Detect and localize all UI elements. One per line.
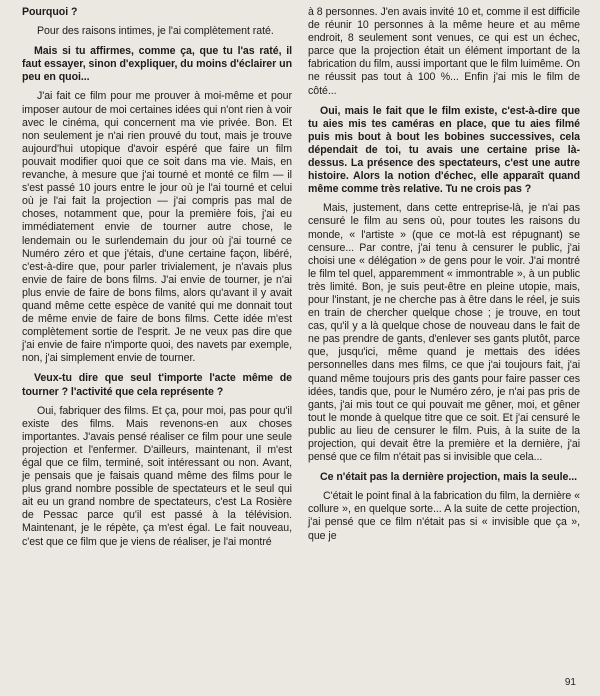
- answer-paragraph: J'ai fait ce film pour me prouver à moi-même et pour imposer autour de moi certaines idées qui n'ont rien à voir avec le cinéma, qui concernent ma vie privée. Bon. Et non seulement je n'ai rien prouvé du tout, mais je trouve aujourd'hui utopique d'avoir espéré que faire un film pouvait modifier quoi que ce soit dans ma vie. Mais, en revanche, à mesure que j'ai tourné et monté ce film — il s'est passé 10 jours entre le jour où je l'ai tourné et celui où je l'ai fait la projection — j'ai compris pas mal de choses, notamment que, pour la première fois, j'ai eu immédiatement envie de tourner autre chose, le lendemain ou le surlendemain du jour où j'ai tourné ce Numéro zéro et que j'étais, d'une certaine façon, libéré, c'est-à-dire que, pour parler trivialement, je n'avais plus envie de faire de bons films. J'ai envie de tourner, je n'ai plus envie de faire de bons films, alors qu'avant il y avait quand même cette espèce de vanité qui me donnait tout de même envie de faire de bons films. Cette idée m'est complètement sortie de l'esprit. Je ne veux pas dire que j'ai envie de faire n'importe quoi, des navets par exemple, non, j'ai simplement envie de tourner.: [22, 90, 292, 365]
- answer-paragraph: Mais, justement, dans cette entreprise-là, je n'ai pas censuré le film au sens où, pour toutes les raisons du monde, « l'artiste » (que ce mot-là est répugnant) se censure... Par contre, j'ai tenu à censurer le public, j'ai choisi une « délégation » de gens pour le voir. J'ai montré le film tel quel, apparemment « immontrable », à un public très limité. Bon, je suis peut-être en pleine utopie, mais, pour l'instant, je ne cherche pas à être dans le réel, je suis en train de chercher quelque chose ; je trouve, en tout cas, qu'il y a là quelque chose de nouveau dans le fait de ne pas prendre de gants, d'enlever ses gants plutôt, parce que, jusqu'ici, même quand je mettais des idées personnelles dans mes films, ce que j'ai toujours fait, j'ai quand même toujours pris des gants pour faire passer ces idées, tandis que, pour le Numéro zéro, je n'ai pas pris de gants, j'ai mis tout ce qui pouvait me gêner, moi, et gêner tout le monde à quelque titre que ce soit. Et j'ai censuré le public au lieu de censurer le film. Puis, à la suite de la projection, qui devait être la première et la dernière, j'ai pensé que ce film n'était pas si invisible que cela...: [308, 202, 580, 464]
- interview-question: Ce n'était pas la dernière projection, mais la seule...: [320, 471, 578, 484]
- interview-question: Veux-tu dire que seul t'importe l'acte même de tourner ? l'activité que cela représente ?: [22, 372, 292, 398]
- page-number: 91: [564, 677, 576, 688]
- question-heading: Pourquoi ?: [22, 6, 78, 18]
- answer-paragraph: C'était le point final à la fabrication du film, la dernière « collure », en quelque sorte... A la suite de cette projection, j'ai pensé que ce film n'était pas si « invisible que ça », que je: [308, 490, 580, 542]
- answer-paragraph-continued: à 8 personnes. J'en avais invité 10 et, comme il est difficile de réunir 10 personnes à la même heure et au même endroit, 8 seulement sont venues, ce qui est un échec, parce que la projection était un élément important de la fabrication du film, aussi important que le film luimême. On ne réussit pas tout à 100 %... Enfin j'ai mis le film de côté...: [308, 6, 580, 97]
- left-column: [22, 6, 292, 553]
- answer-paragraph: Oui, fabriquer des films. Et ça, pour moi, pas pour qu'il existe des films. Mais revenons-en aux choses importantes. J'avais pensé réaliser ce film pour une seule projection et l'enfermer. D'ailleurs, maintenant, il m'est égal que ce film, terminé, soit intéressant ou non. Avant, je pensais que je faisais quand même des films pour le plus grand nombre possible de spectateurs et le seul qui ait eu un grand nombre de spectateurs, c'est La Rosière de Pessac parce qu'il est passé à la télévision. Maintenant, je le répète, ça m'est égal. Le fait nouveau, c'est que ce film que je viens de réaliser, je l'ai montré: [22, 404, 292, 548]
- right-column: [308, 6, 580, 547]
- answer-paragraph: Pour des raisons intimes, je l'ai complètement raté.: [37, 25, 274, 38]
- interview-question: Oui, mais le fait que le film existe, c'est-à-dire que tu aies mis tes caméras en place, que tu aies filmé puis mis bout à bout les bobines successives, cela dépendait de toi, tu avais une certaine prise là-dessus. La présence des spectateurs, c'est une autre histoire. Alors la notion d'échec, elle apparaît quand même comme très relative. Tu ne crois pas ?: [308, 104, 580, 196]
- interview-question: Mais si tu affirmes, comme ça, que tu l'as raté, il faut essayer, sinon d'expliquer, du moins d'éclairer un peu en quoi...: [22, 45, 292, 84]
